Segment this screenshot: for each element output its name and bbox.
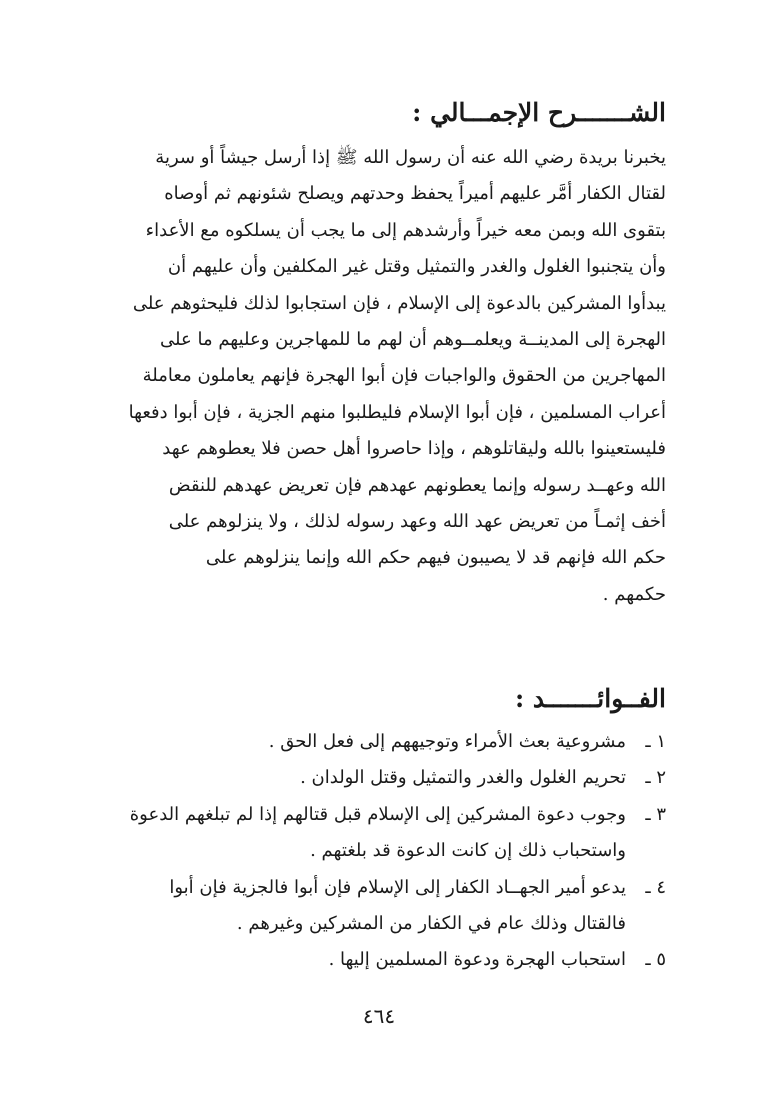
- paragraph-line: حكمهم .: [602, 583, 666, 605]
- benefits-heading: الفــوائـــــــد :: [514, 684, 666, 713]
- paragraph-line: المهاجرين من الحقوق والواجبات فإن أبوا الهجرة فإنهم يعاملون معاملة: [142, 365, 666, 387]
- section-heading: الشـــــــرح الإجمـــالي :: [412, 98, 666, 127]
- paragraph-line: لقتال الكفار أمَّر عليهم أميراً يحفظ وحدتهم ويصلح شئونهم ثم أوصاه: [164, 183, 666, 205]
- benefits-list: [80, 724, 666, 979]
- paragraph-line: الله وعهــد رسوله وإنما يعطونهم عهدهم فإن تعريض عهدهم للنقض: [168, 474, 666, 496]
- benefit-item: [80, 870, 666, 943]
- benefit-number: ١ ـ: [645, 731, 666, 752]
- paragraph-line: حكم الله فإنهم قد لا يصيبون فيهم حكم الله وإنما ينزلوهم على: [205, 547, 666, 569]
- paragraph-line: فليستعينوا بالله وليقاتلوهم ، وإذا حاصروا أهل حصن فلا يعطوهم عهد: [162, 438, 666, 460]
- benefit-number: ٢ ـ: [645, 767, 666, 789]
- benefit-text: فالقتال وذلك عام في الكفار من المشركين وغيرهم .: [236, 912, 626, 934]
- benefit-number: ٥ ـ: [645, 949, 666, 971]
- paragraph-line: يبدأوا المشركين بالدعوة إلى الإسلام ، فإن استجابوا لذلك فليحثوهم على: [132, 292, 666, 314]
- paragraph-line: وأن يتجنبوا الغلول والغدر والتمثيل وقتل غير المكلفين وأن عليهم أن: [167, 256, 666, 278]
- paragraph-line: أخف إثمـاً من تعريض عهد الله وعهد رسوله لذلك ، ولا ينزلوهم على: [168, 510, 666, 532]
- benefit-text: تحريم الغلول والغدر والتمثيل وقتل الولدان .: [300, 767, 626, 789]
- benefit-item: [80, 724, 666, 760]
- benefit-number: ٤ ـ: [645, 876, 666, 898]
- benefit-item: [80, 797, 666, 870]
- benefit-text: يدعو أمير الجهــاد الكفار إلى الإسلام فإن أبوا فالجزية فإن أبوا: [169, 876, 626, 898]
- explanation-paragraph: [80, 140, 666, 613]
- paragraph-line: يخبرنا بريدة رضي الله عنه أن رسول الله ﷺ إذا أرسل جيشاً أو سرية: [155, 147, 666, 168]
- paragraph-line: أعراب المسلمين ، فإن أبوا الإسلام فليطلبوا منهم الجزية ، فإن أبوا دفعها: [128, 401, 666, 423]
- benefit-text: واستحباب ذلك إن كانت الدعوة قد بلغتهم .: [310, 840, 626, 862]
- benefit-number: ٣ ـ: [645, 803, 666, 825]
- benefit-text: استحباب الهجرة ودعوة المسلمين إليها .: [328, 949, 626, 971]
- benefit-text: وجوب دعوة المشركين إلى الإسلام قبل قتالهم إذا لم تبلغهم الدعوة: [129, 803, 626, 825]
- page-number: ٤٦٤: [362, 1004, 396, 1028]
- benefit-text: مشروعية بعث الأمراء وتوجيههم إلى فعل الحق .: [268, 731, 626, 752]
- paragraph-line: الهجرة إلى المدينــة ويعلمــوهم أن لهم ما للمهاجرين وعليهم ما على: [160, 328, 666, 350]
- paragraph-line: بتقوى الله وبمن معه خيراً وأرشدهم إلى ما يجب أن يسلكوه مع الأعداء: [145, 219, 666, 241]
- benefit-item: [80, 760, 666, 796]
- benefit-item: [80, 942, 666, 978]
